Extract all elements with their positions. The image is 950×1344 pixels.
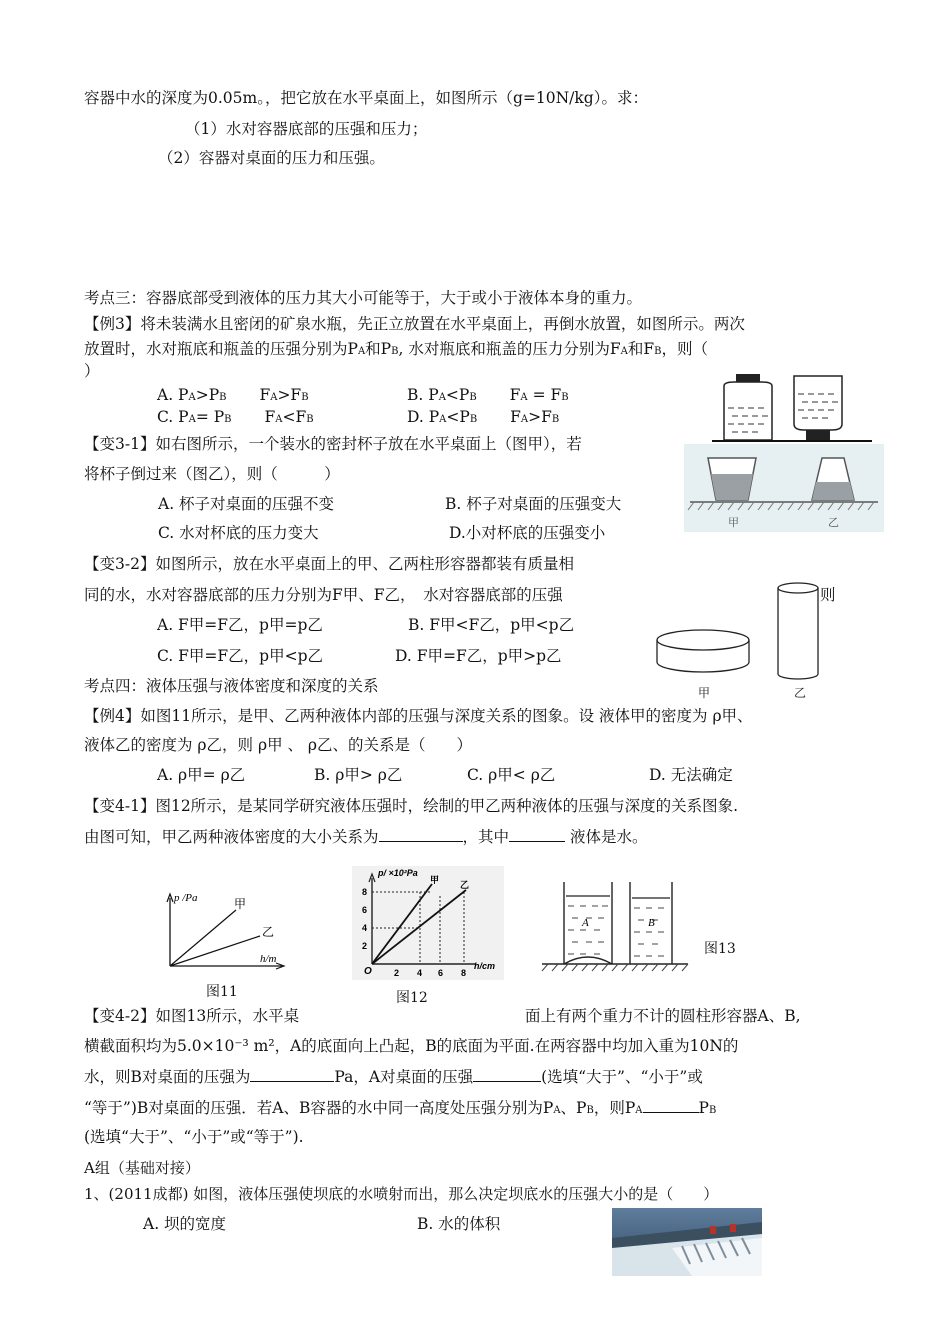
fig11-line-yi [170, 936, 260, 966]
example-4-line-1: 【例4】如图11所示，是甲、乙两种液体内部的压强与深度关系的图象。设 液体甲的密度为 ρ甲、 [84, 707, 753, 725]
variant-3-2-option-d: D. F甲=F乙，p甲>p乙 [395, 647, 562, 665]
fig12-xtick-4: 4 [417, 968, 423, 978]
fig12-xtick-2: 2 [394, 968, 400, 978]
question-1-option-a: A. 坝的宽度 [143, 1215, 227, 1233]
figure-13-containers [538, 878, 692, 974]
problem-part-1: （1）水对容器底部的压强和压力； [185, 120, 428, 138]
variant-3-2-option-b: B. F甲<F乙，p甲<p乙 [408, 616, 575, 634]
fig12-label-yi: 乙 [460, 880, 470, 890]
fig12-ytick-4: 4 [362, 923, 368, 933]
answer-blank-water[interactable] [509, 825, 565, 842]
answer-blank-a-compare[interactable] [473, 1065, 541, 1082]
bottle-upright [724, 374, 772, 440]
container-a [564, 882, 612, 964]
variant-3-1-option-c: C. 水对杯底的压力变大 [158, 524, 319, 542]
fig12-ytick-2: 2 [362, 941, 368, 951]
fig11-label-jia: 甲 [234, 897, 247, 911]
kaodian-3-heading: 考点三：容器底部受到液体的压力其大小可能等于，大于或小于液体本身的重力。 [84, 289, 643, 307]
figure-13-caption: 图13 [704, 941, 736, 957]
answer-blank-pa-pb[interactable] [643, 1096, 699, 1113]
dam-photo [612, 1208, 762, 1276]
answer-blank-density[interactable] [379, 825, 463, 842]
example-3-option-c: C. PA= PB FA<FB [157, 408, 314, 426]
variant-3-1-option-b: B. 杯子对桌面的压强变大 [445, 495, 622, 513]
example-3-line-2: 放置时，水对瓶底和瓶盖的压强分别为PA和PB, 水对瓶底和瓶盖的压力分别为FA和FB，则（ [84, 340, 708, 358]
variant-3-1-line-2: 将杯子倒过来（图乙），则（ ） [84, 465, 340, 483]
variant-4-1-line-1: 【变4-1】图12所示，是某同学研究液体压强时，绘制的甲乙两种液体的压强与深度的关系图象. [84, 797, 739, 815]
cup-upright [708, 458, 756, 500]
variant-3-2-line-1: 【变3-2】如图所示，放在水平桌面上的甲、乙两柱形容器都装有质量相 [84, 555, 574, 573]
fig12-xtick-6: 6 [438, 968, 444, 978]
fig11-x-label: h/m [260, 953, 277, 965]
variant-3-2-option-a: A. F甲=F乙，p甲=p乙 [157, 616, 323, 634]
variant-4-2-line-4: “等于”)B对桌面的压强．若A、B容器的水中同一高度处压强分别为PA、PB，则PA PB [84, 1096, 716, 1122]
example-4-option-a: A. ρ甲= ρ乙 [157, 766, 246, 784]
example-3-line-1: 【例3】将未装满水且密闭的矿泉水瓶，先正立放置在水平桌面上，再倒水放置，如图所示。两次 [84, 315, 745, 333]
variant-3-1-option-d: D.小对杯底的压强变小 [449, 524, 606, 542]
cylinder-figure [650, 580, 830, 702]
cup-figure [684, 444, 884, 532]
container-b-label: B [648, 917, 655, 929]
fig12-label-jia: 甲 [430, 875, 440, 885]
variant-4-1-line-2: 由图可知，甲乙两种液体密度的大小关系为 ，其中 液体是水。 [84, 825, 647, 848]
fig11-line-jia [170, 910, 236, 966]
variant-3-2-option-c: C. F甲=F乙，p甲<p乙 [157, 647, 323, 665]
cylinder-yi [778, 583, 818, 679]
variant-3-2-line-2: 同的水，水对容器底部的压力分别为F甲、F乙， 水对容器底部的压强 [84, 586, 563, 604]
variant-4-2-line-2: 横截面积均为5.0×10⁻³ m²，A的底面向上凸起，B的底面为平面.在两容器中均加入重为10N的 [84, 1037, 739, 1055]
example-3-option-d: D. PA<PB FA>FB [407, 408, 560, 426]
variant-4-2-line-5: (选填“大于”、“小于”或“等于”). [84, 1128, 304, 1146]
variant-3-1-option-a: A. 杯子对桌面的压强不变 [158, 495, 335, 513]
variant-4-2-line-1a: 【变4-2】如图13所示，水平桌 [84, 1007, 300, 1025]
example-3-line-3: ） [84, 362, 100, 380]
answer-blank-b-pressure[interactable] [250, 1065, 334, 1082]
fig12-x-label: h/cm [474, 961, 496, 971]
fig12-origin: O [364, 966, 372, 977]
example-4-option-c: C. ρ甲< ρ乙 [467, 766, 556, 784]
figure-11-caption: 图11 [206, 984, 238, 1000]
cup-label-jia: 甲 [728, 517, 739, 529]
bottle-figure [712, 372, 872, 444]
problem-line-1: 容器中水的深度为0.05m。，把它放在水平桌面上，如图所示（g=10N/kg）。求： [84, 89, 648, 107]
container-b [630, 882, 672, 964]
cylinder-label-yi: 乙 [794, 686, 807, 700]
container-a-label: A [582, 917, 589, 929]
fig12-ytick-8: 8 [362, 887, 368, 897]
cylinder-jia [657, 630, 749, 672]
bottle-inverted [794, 376, 842, 440]
kaodian-4-heading: 考点四：液体压强与液体密度和深度的关系 [84, 677, 379, 695]
example-4-option-d: D. 无法确定 [649, 766, 733, 784]
figure-11-graph [156, 890, 290, 974]
example-3-option-b: B. PA<PB FA = FB [407, 386, 569, 404]
example-4-line-2: 液体乙的密度为 ρ乙，则 ρ甲 、 ρ乙、的关系是（ ） [84, 736, 473, 754]
fig11-label-yi: 乙 [262, 925, 275, 939]
group-a-heading: A组（基础对接） [84, 1159, 200, 1177]
fig12-y-label: p/ ×10²Pa [378, 868, 418, 878]
variant-4-2-line-1b: 面上有两个重力不计的圆柱形容器A、B, [525, 1007, 801, 1025]
cup-label-yi: 乙 [828, 517, 839, 529]
fig11-y-label: p /Pa [174, 892, 198, 904]
example-4-option-b: B. ρ甲> ρ乙 [314, 766, 403, 784]
cylinder-label-jia: 甲 [698, 686, 711, 700]
example-3-option-a: A. PA>PB FA>FB [157, 386, 309, 404]
question-1-option-b: B. 水的体积 [417, 1215, 501, 1233]
variant-4-2-line-3: 水，则B对桌面的压强为 Pa，A对桌面的压强 (选填“大于”、“小于”或 [84, 1065, 703, 1088]
variant-3-2-line-2-end: 则 [820, 586, 836, 604]
fig12-xtick-8: 8 [461, 968, 467, 978]
fig12-ytick-6: 6 [362, 905, 368, 915]
variant-3-1-line-1: 【变3-1】如右图所示，一个装水的密封杯子放在水平桌面上（图甲），若 [84, 435, 582, 453]
figure-12-graph [352, 866, 504, 980]
problem-part-2: （2）容器对桌面的压力和压强。 [158, 149, 385, 167]
figure-12-caption: 图12 [396, 990, 428, 1006]
question-1: 1、(2011成都) 如图，液体压强使坝底的水喷射而出，那么决定坝底水的压强大小的是（ ） [84, 1185, 719, 1203]
